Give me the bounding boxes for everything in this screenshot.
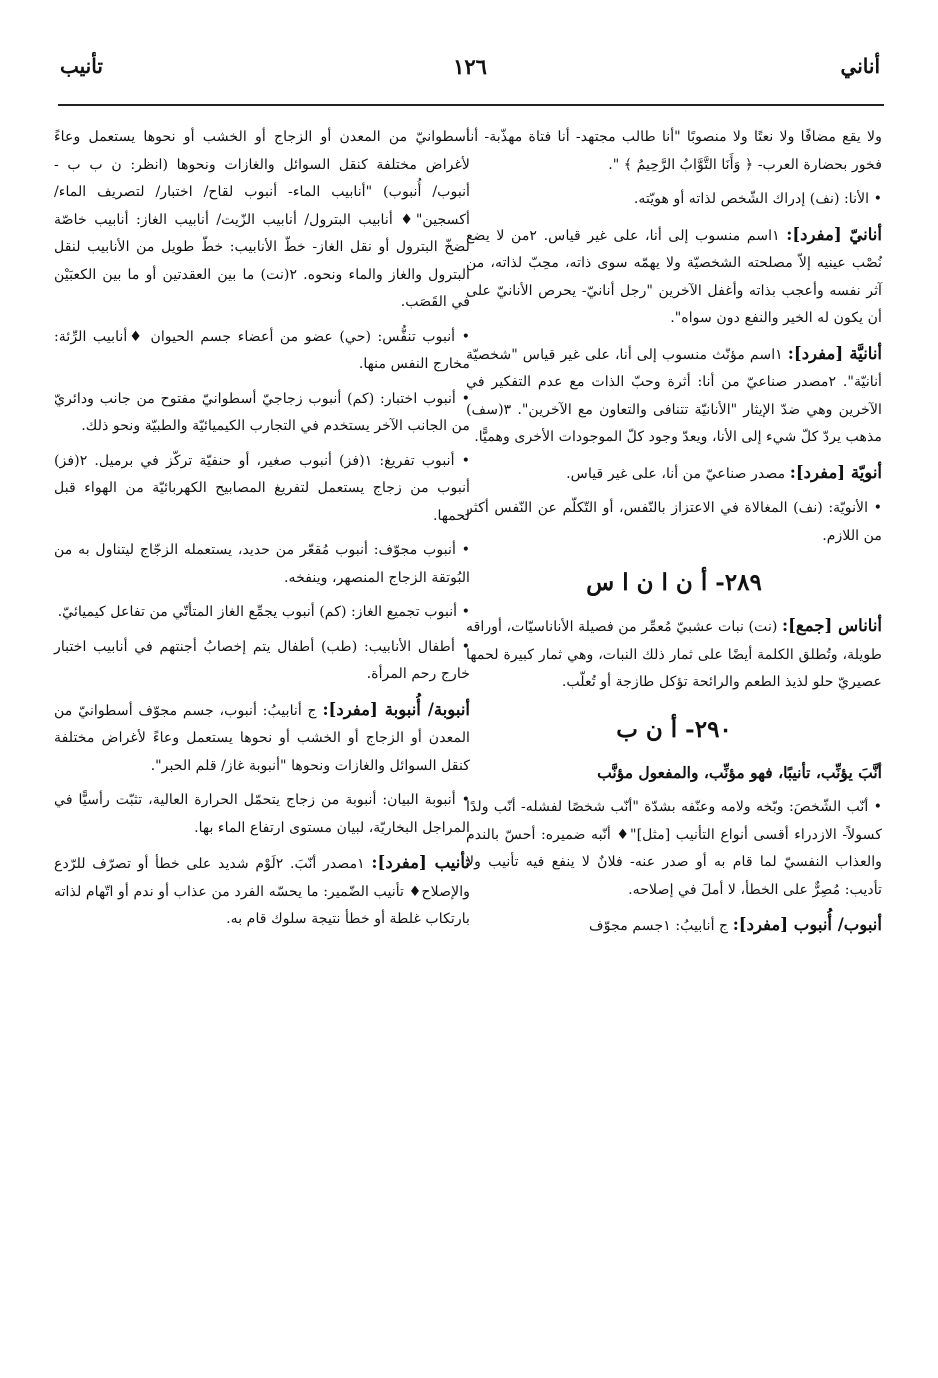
entry-paragraph: • أنبوبة البيان: أنبوبة من زجاج يتحمّل الحرارة العالية، تثبّت رأسيًّا في المراجل البخاريّة، لبيان مستوى ارتفاع الماء بها. [54,787,470,842]
headword: أنبوبة/ أُنبوبة [مفرد]: [322,699,470,719]
definition-text: ج أنابيبُ: أنبوب، جسم مجوّف أسطوانيّ من المعدن أو الزجاج أو الخشب أو نحوها يستعمل وعاءً لأغراض مختلفة كنقل السوائل والغازات ونحوها "أنبوبة غاز/ قلم الحبر". [54,702,470,774]
verb-derivation: أنَّبَ يؤنِّب، تأنيبًا، فهو مؤنِّب، والمفعول مؤنَّب [597,762,882,782]
entry-paragraph [466,221,882,333]
root-heading: ٢٨٩- أ ن ا ن ا س [586,569,762,596]
page-header [60,54,880,94]
right-column [466,124,882,948]
header-guide-word-left: تأنيب [60,54,103,78]
definition-text: (نت) نبات عشبيّ مُعمِّر من فصيلة الأناناسيّات، أوراقه طويلة، وتُطلق الكلمة أيضًا على ثمار ذلك النبات، وهي ثمار كبيرة لحمها عصيريّ حلو لذيذ الطعم والرائحة تؤكل طازجة أو تُعلّب. [466,619,882,690]
entry-paragraph: • الأنا: (نف) إدراك الشّخص لذاته أو هويّته. [466,186,882,214]
definition-text: ج أنابيبُ: ١جسم مجوّف [589,918,733,934]
entry-paragraph: • أنبوب تفريغ: ١(فز) أنبوب صغير، أو حنفيّة تركّز في برميل. ٢(فز) أنبوب من زجاج يستعمل لتفريغ المصابيح الكهربائيّة من الهواء قبل لحمها. [54,448,470,531]
entry-paragraph [466,612,882,697]
definition-text: ١اسم منسوب إلى أنا، على غير قياس. ٢من لا يضع نُصْب عينيه إلاّ مصلحته الشخصيّة ولا يهمّه سوى ذاته، محِبّ لذاته، من آثر نفسه وأعجب بذاته وأغفل الآخرين "رجل أنانيّ- يحرص الأنانيّ على أن يكون له الخير والنفع دون سواه". [466,227,882,326]
headword: تأنيب [مفرد]: [371,853,471,872]
entry-paragraph: • أنبوب تنفُّس: (حي) عضو من أعضاء جسم الحيوان ♦أنابيب الرِّئة: مخارج النفس منها. [54,324,470,379]
headword: أنانيّ [مفرد]: [786,224,882,244]
definition-text: ١اسم مؤنّث منسوب إلى أنا، على غير قياس "شخصيّة أنانيّة". ٢مصدر صناعيّ من أنا: أثرة وحبّ الذات مع عدم التفكير في الآخرين وهي ضدّ الإيثار "الأنانيّة تتنافى والتعاون مع الآخرين". ٣(سف) مذهب يردّ كلّ شيء إلى الأنا، ويعدّ وجود كلّ الموجودات الأخرى وهميًّا. [466,346,882,445]
entry-paragraph: • أنّب الشّخصَ: وبّخه ولامه وعنّفه بشدّة "أنّب شخصًا لفشله- أنّب ولدًا كسولاً- الازدراء أقسى أنواع التأنيب [مثل]"♦ أنّبه ضميره: أحسّ بالندم والعذاب النفسيّ لما قام به أو صدر عنه- فلانٌ لا ينفع فيه تأنيب ولا تأديب: مُصِرٌّ على الخطأ، لا أملَ في إصلاحه. [466,794,882,904]
root-heading: ٢٩٠- أ ن ب [616,715,732,743]
entry-paragraph [54,849,470,934]
entry-paragraph: • أطفال الأنابيب: (طب) أطفال يتم إخصابُ أجنتهم في أنابيب اختبار خارج رحم المرأة. [54,634,470,689]
headword: أنويّة [مفرد]: [789,462,882,482]
left-column [54,124,470,941]
headword: أنانيَّة [مفرد]: [787,343,882,363]
entry-paragraph: • أنبوب اختبار: (كم) أنبوب زجاجيّ أسطوانيّ مفتوح من جانب ودائريّ من الجانب الآخر يستخدم في التجارب الكيميائيّة والطبيّة ونحو ذلك. [54,386,470,441]
entry-paragraph [466,340,882,452]
page-number: ١٢٦ [453,54,487,79]
entry-paragraph: ولا يقع مضافًا ولا نعتًا ولا منصوبًا "أنا طالب مجتهد- أنا فتاة مهذّبة- أنا فخور بحضارة العرب- ﴿ وَأَنَا التَّوَّابُ الرَّحِيمُ ﴾ ". [466,129,882,173]
entry-paragraph: • الأنويّة: (نف) المغالاة في الاعتزاز بالنّفس، أو التّكلّم عن النّفس أكثر من اللازم. [466,495,882,550]
entry-paragraph: أسطوانيّ من المعدن أو الزجاج أو الخشب أو نحوها يستعمل وعاءً لأغراض مختلفة كنقل السوائل والغازات ونحوها (انظر: ن ب ب - أنبوب/ أُنبوب) "أنابيب الماء- أنبوب لقاح/ اختبار/ لتصريف الماء/ أكسجين"♦ أنابيب البترول/ أنابيب الزّيت/ أنابيب الغاز: أنابيب خاصّة لضخّ البترول أو نقل الغاز- خطّ الأنابيب: خطّ طويل من الأنابيب لنقل البترول والغاز والماء ونحوه. ٢(نت) ما بين العقدتين أو ما بين الكعبَيْن في القَصَب. [54,129,470,310]
headword: أنبوب/ أُنبوب [مفرد]: [732,915,882,934]
entry-paragraph [54,696,470,781]
header-guide-word-right: أناني [840,54,880,78]
definition-text: ١مصدر أنّبَ. ٢لَوْم شديد على خطأ أو تصرّف للرّدع والإصلاح♦ تأنيب الضّمير: ما يحسّه الفرد من عذاب أو ندم أو اتّهام لذاته بارتكاب غلطة أو خطأ نتيجة سلوك قام به. [54,856,470,927]
entry-paragraph: • أنبوب تجميع الغاز: (كم) أنبوب يجمِّع الغاز المتأتّي من تفاعل كيميائيّ. [54,599,470,627]
entry-paragraph [466,459,882,489]
entry-paragraph [466,911,882,941]
entry-paragraph: • أنبوب مجوّف: أنبوب مُقعّر من حديد، يستعمله الزجّاج ليتناول به من البُوتقة الزجاج المنصهر، وينفخه. [54,537,470,592]
headword: أناناس [جمع]: [782,616,883,635]
header-rule [58,104,884,106]
definition-text: مصدر صناعيّ من أنا، على غير قياس. [566,465,790,482]
